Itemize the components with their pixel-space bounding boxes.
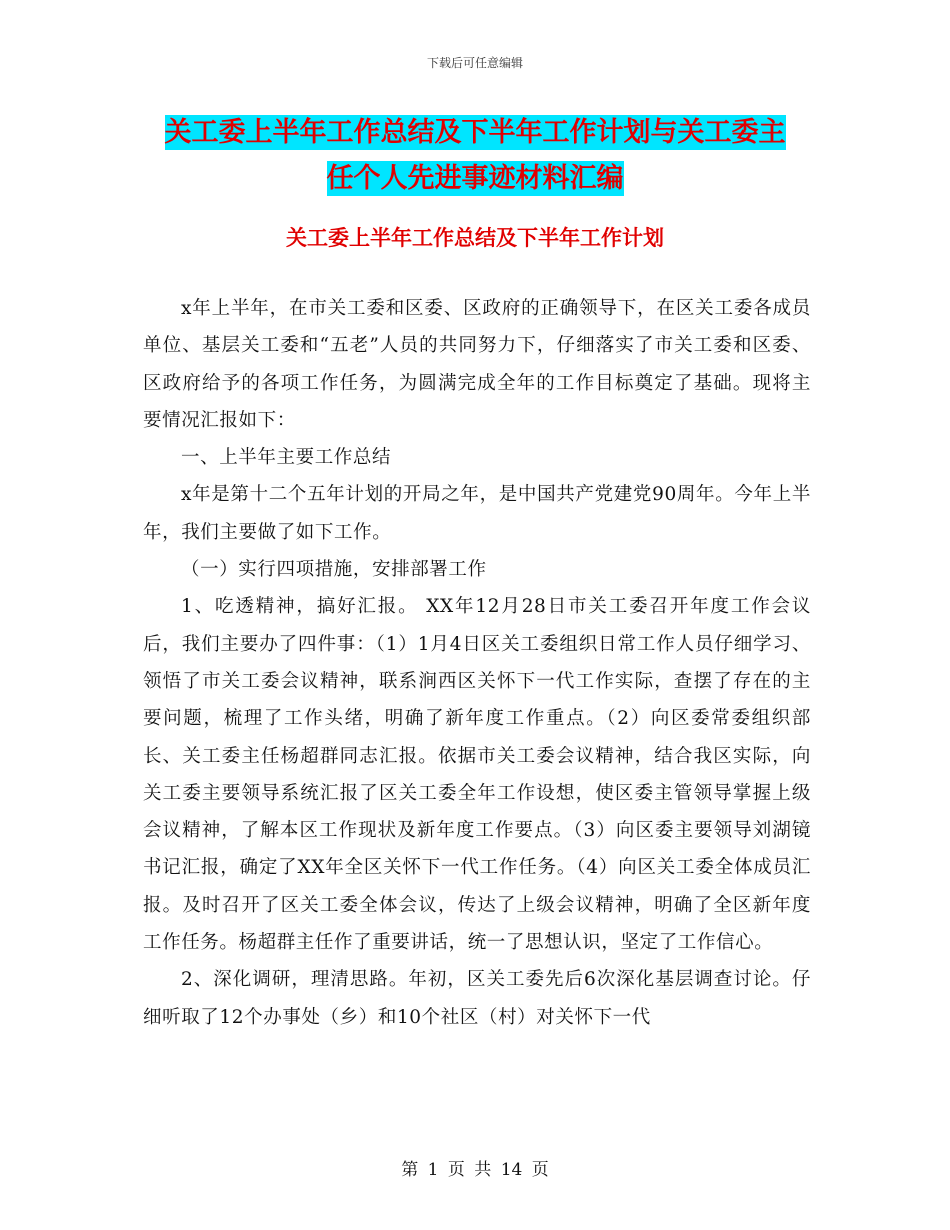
title-line-1: 关工委上半年工作总结及下半年工作计划与关工委主: [164, 117, 786, 148]
heading-paragraph: 一、上半年主要工作总结: [181, 447, 392, 469]
document-body: [143, 290, 811, 1036]
paragraph: x年是第十二个五年计划的开局之年，是中国共产党建党90周年。今年上半年，我们主要做了如下工作。: [143, 484, 811, 543]
paragraph: x年上半年，在市关工委和区委、区政府的正确领导下，在区关工委各成员单位、基层关工委和“五老”人员的共同努力下，仔细落实了市关工委和区委、区政府给予的各项工作任务，为圆满完成全年的工作目标奠定了基础。现将主要情况汇报如下：: [143, 298, 811, 431]
paragraph: 1、吃透精神，搞好汇报。 XX年12月28日市关工委召开年度工作会议后，我们主要办了四件事：（1）1月4日区关工委组织日常工作人员仔细学习、领悟了市关工委会议精神，联系涧西区关怀下一代工作实际，查摆了存在的主要问题，梳理了工作头绪，明确了新年度工作重点。（2）向区委常委组织部长、关工委主任杨超群同志汇报。依据市关工委会议精神，结合我区实际，向关工委主要领导系统汇报了区关工委全年工作设想，使区委主管领导掌握上级会议精神，了解本区工作现状及新年度工作要点。（3）向区委主要领导刘湖镜书记汇报，确定了XX年全区关怀下一代工作任务。（4）向区关工委全体成员汇报。及时召开了区关工委全体会议，传达了上级会议精神，明确了全区新年度工作任务。杨超群主任作了重要讲话，统一了思想认识，坚定了工作信心。: [143, 596, 811, 954]
header-note: 下载后可任意编辑: [426, 56, 523, 70]
subheading-paragraph: （一）实行四项措施，安排部署工作: [181, 559, 487, 581]
section-title: 关工委上半年工作总结及下半年工作计划: [286, 226, 664, 250]
document-title: [140, 110, 810, 202]
paragraph: 2、深化调研，理清思路。年初，区关工委先后6次深化基层调查讨论。仔细听取了12个办事处（乡）和10个社区（村）对关怀下一代: [143, 969, 811, 1028]
title-line-2: 任个人先进事迹材料汇编: [326, 163, 624, 194]
page-number: 第 1 页 共 14 页: [401, 1160, 549, 1180]
